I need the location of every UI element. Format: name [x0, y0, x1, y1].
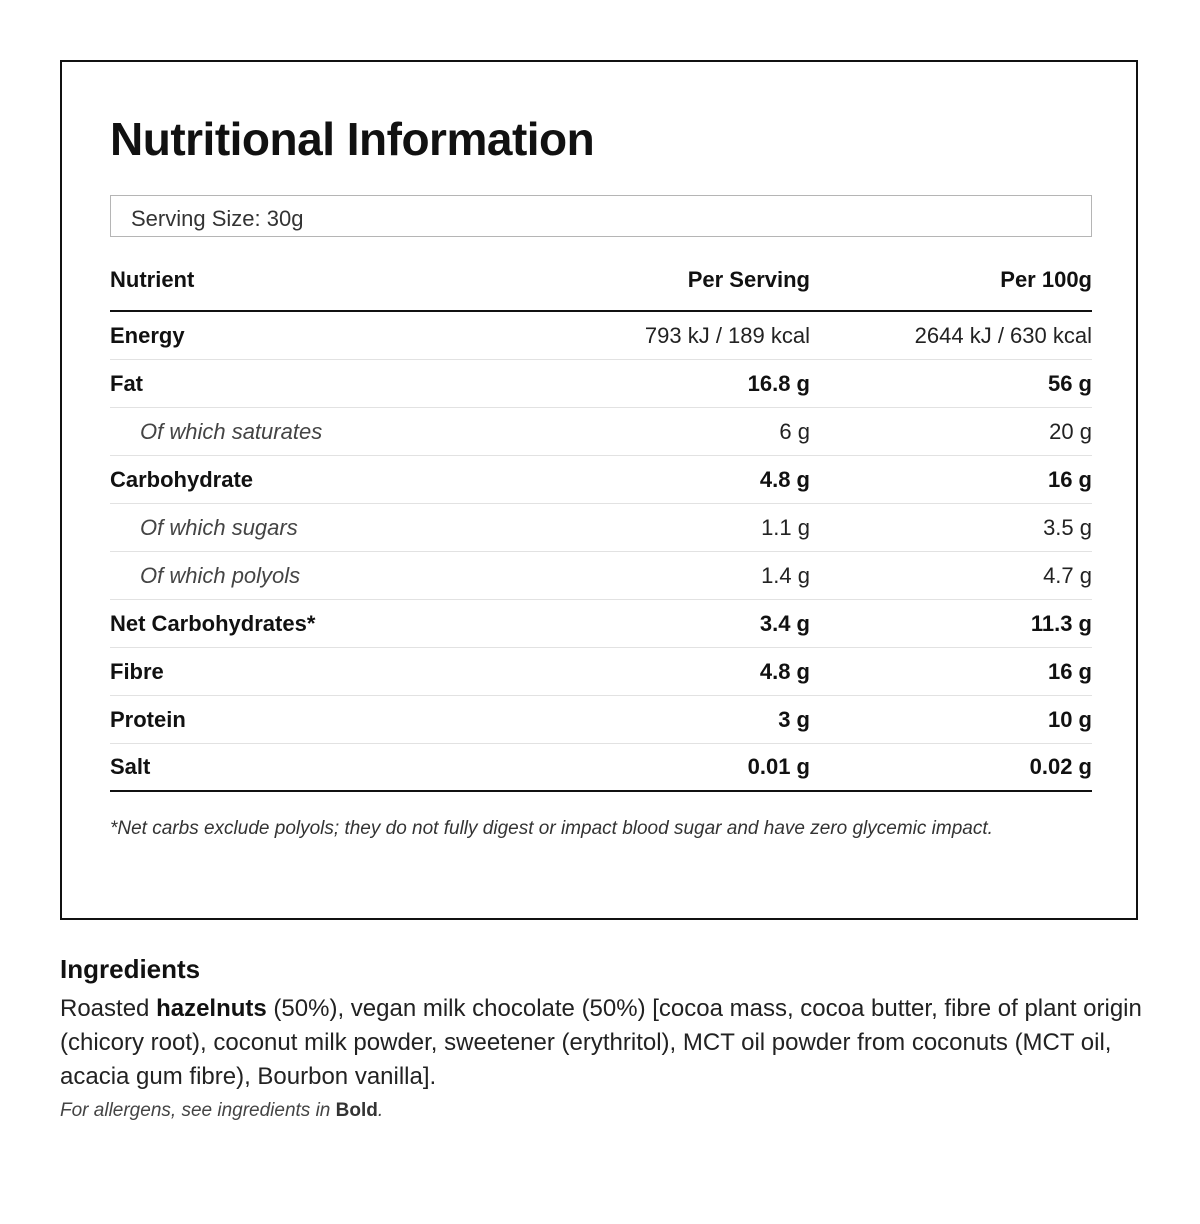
table-row-energy	[110, 312, 1092, 360]
nutrition-panel	[60, 60, 1138, 920]
per-serving-value: 6 g	[779, 418, 810, 444]
ingredients-text-before: Roasted	[60, 995, 157, 1022]
table-row-protein	[110, 696, 1092, 744]
serving-size-box: Serving Size: 30g	[110, 195, 1092, 237]
allergen-note-suffix: .	[377, 1100, 384, 1121]
nutrient-name: Carbohydrate	[110, 466, 254, 492]
nutrient-name: Fat	[110, 370, 143, 396]
ingredients-text	[60, 992, 1145, 1094]
per-100g-value: 56 g	[1047, 370, 1092, 396]
allergen-note-bold: Bold	[335, 1100, 378, 1121]
header-per-100g: Per 100g	[1000, 267, 1092, 292]
per-serving-value: 16.8 g	[747, 370, 810, 396]
per-100g-value: 2644 kJ / 630 kcal	[914, 322, 1092, 348]
per-100g-value: 0.02 g	[1029, 754, 1092, 779]
table-row-polyols	[110, 552, 1092, 600]
per-serving-value: 793 kJ / 189 kcal	[644, 322, 810, 348]
per-serving-value: 4.8 g	[759, 658, 810, 684]
header-per-serving: Per Serving	[687, 267, 810, 292]
table-header-row	[110, 250, 1092, 312]
nutrient-name: Of which sugars	[140, 514, 298, 540]
table-row-salt	[110, 744, 1092, 792]
per-serving-value: 3 g	[778, 706, 810, 732]
per-100g-value: 4.7 g	[1043, 562, 1092, 588]
per-100g-value: 3.5 g	[1043, 514, 1092, 540]
nutrition-table	[110, 250, 1092, 792]
nutrient-name: Of which polyols	[140, 562, 301, 588]
allergen-note	[60, 1100, 383, 1122]
table-row-sugars	[110, 504, 1092, 552]
nutrient-name: Protein	[110, 706, 186, 732]
per-serving-value: 1.1 g	[761, 514, 810, 540]
table-row-fibre	[110, 648, 1092, 696]
nutrition-title: Nutritional Information	[110, 113, 595, 165]
table-row-net-carbohydrates	[110, 600, 1092, 648]
nutrient-name: Of which saturates	[140, 418, 323, 444]
per-serving-value: 3.4 g	[759, 610, 810, 636]
allergen-note-prefix: For allergens, see ingredients in	[60, 1100, 336, 1121]
per-100g-value: 20 g	[1049, 418, 1092, 444]
per-100g-value: 16 g	[1047, 466, 1092, 492]
nutrient-name: Salt	[110, 754, 151, 779]
table-row-saturates	[110, 408, 1092, 456]
allergen-hazelnuts: hazelnuts	[156, 995, 267, 1022]
nutrient-name: Energy	[110, 322, 185, 348]
ingredients-heading: Ingredients	[60, 954, 201, 984]
per-100g-value: 10 g	[1047, 706, 1092, 732]
net-carbs-footnote: *Net carbs exclude polyols; they do not fully digest or impact blood sugar and have zero glycemic impact.	[110, 818, 993, 839]
per-100g-value: 11.3 g	[1030, 610, 1092, 636]
ingredients-text-after: (50%), vegan milk chocolate (50%) [cocoa mass, cocoa butter, fibre of plant origin (chicory root), coconut milk powder, sweetener (erythritol), MCT oil powder from coconuts (MCT oil, acacia gum fibre), Bourbon vanilla].	[60, 995, 1142, 1090]
per-serving-value: 4.8 g	[759, 466, 810, 492]
nutrient-name: Fibre	[110, 658, 164, 684]
table-row-carbohydrate	[110, 456, 1092, 504]
per-100g-value: 16 g	[1047, 658, 1092, 684]
header-nutrient: Nutrient	[110, 267, 195, 292]
table-row-fat	[110, 360, 1092, 408]
per-serving-value: 0.01 g	[747, 754, 810, 779]
nutrient-name: Net Carbohydrates*	[110, 610, 316, 636]
per-serving-value: 1.4 g	[761, 562, 810, 588]
